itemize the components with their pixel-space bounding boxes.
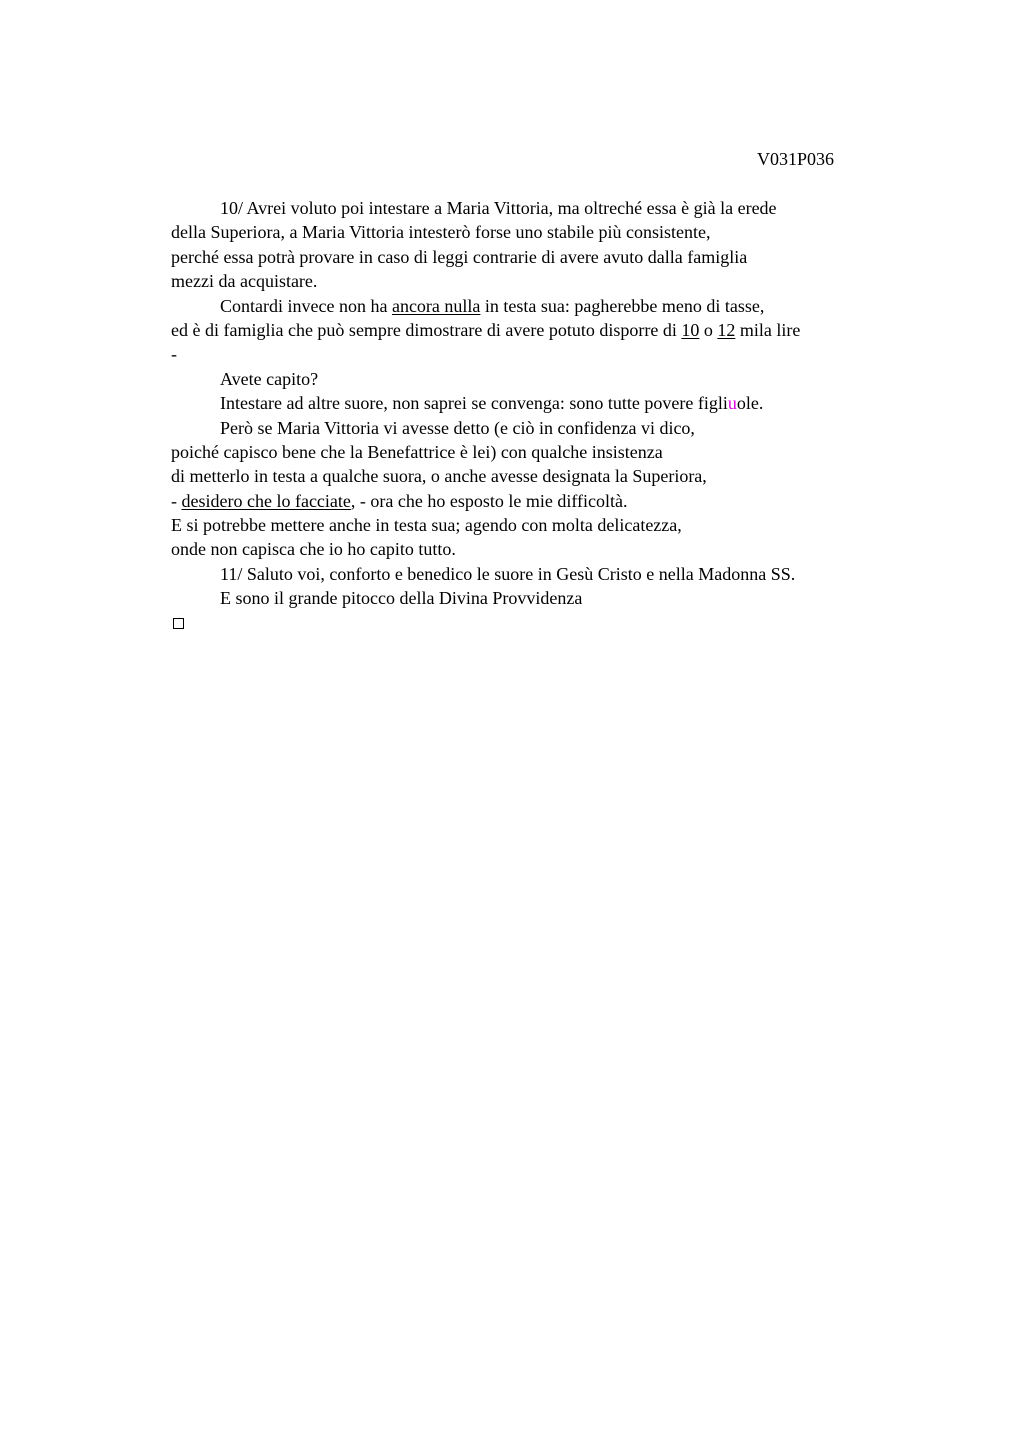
paragraph-10-line-3: perché essa potrà provare in caso di leggi contrarie di avere avuto dalla famiglia <box>171 246 748 267</box>
pero-line-1: Però se Maria Vittoria vi avesse detto (e ciò in confidenza vi dico, <box>220 417 695 438</box>
text-segment: , - ora che ho esposto le mie difficoltà. <box>350 490 628 511</box>
paragraph-11-line-1: 11/ Saluto voi, conforto e benedico le suore in Gesù Cristo e nella Madonna SS. <box>220 563 796 584</box>
pero-line-5: E si potrebbe mettere anche in testa sua; agendo con molta delicatezza, <box>171 515 682 536</box>
pero-line-4 <box>171 489 911 513</box>
intestare-line <box>171 391 911 415</box>
pero-line-6: onde non capisca che io ho capito tutto. <box>171 539 456 560</box>
underlined-number: 12 <box>717 319 736 340</box>
text-segment: mila lire <box>735 319 801 340</box>
paragraph-10-line-1: 10/ Avrei voluto poi intestare a Maria Vittoria, ma oltreché essa è già la erede <box>220 198 777 218</box>
pero-line-2: poiché capisco bene che la Benefattrice è lei) con qualche insistenza <box>171 441 663 462</box>
pero-line-3: di metterlo in testa a qualche suora, o anche avesse designata la Superiora, <box>171 466 707 487</box>
text-segment: o <box>699 319 718 340</box>
contardi-line-1 <box>171 294 911 318</box>
highlighted-letter: u <box>727 393 737 414</box>
text-segment: Intestare ad altre suore, non saprei se convenga: sono tutte povere figli <box>220 393 728 414</box>
paragraph-10-line-2: della Superiora, a Maria Vittoria intesterò forse uno stabile più consistente, <box>171 222 711 243</box>
page-code: V031P036 <box>757 149 835 169</box>
underlined-text: desidero che lo facciate <box>181 490 351 511</box>
text-segment: ed è di famiglia che può sempre dimostrare di avere potuto disporre di <box>171 319 682 340</box>
text-segment: Contardi invece non ha <box>220 295 392 316</box>
text-segment: - <box>171 490 182 511</box>
end-marker-row <box>171 611 911 635</box>
text-segment: ole. <box>736 393 764 414</box>
square-outline-icon <box>173 618 184 629</box>
contardi-line-2 <box>171 318 911 342</box>
letter-body <box>171 196 911 635</box>
question-line: Avete capito? <box>220 368 319 389</box>
dash-line: - <box>171 344 177 365</box>
text-segment: in testa sua: pagherebbe meno di tasse, <box>480 295 765 316</box>
underlined-number: 10 <box>681 319 700 340</box>
underlined-text: ancora nulla <box>391 295 481 316</box>
paragraph-10-line-4: mezzi da acquistare. <box>171 271 318 292</box>
closing-line: E sono il grande pitocco della Divina Provvidenza <box>220 588 583 609</box>
